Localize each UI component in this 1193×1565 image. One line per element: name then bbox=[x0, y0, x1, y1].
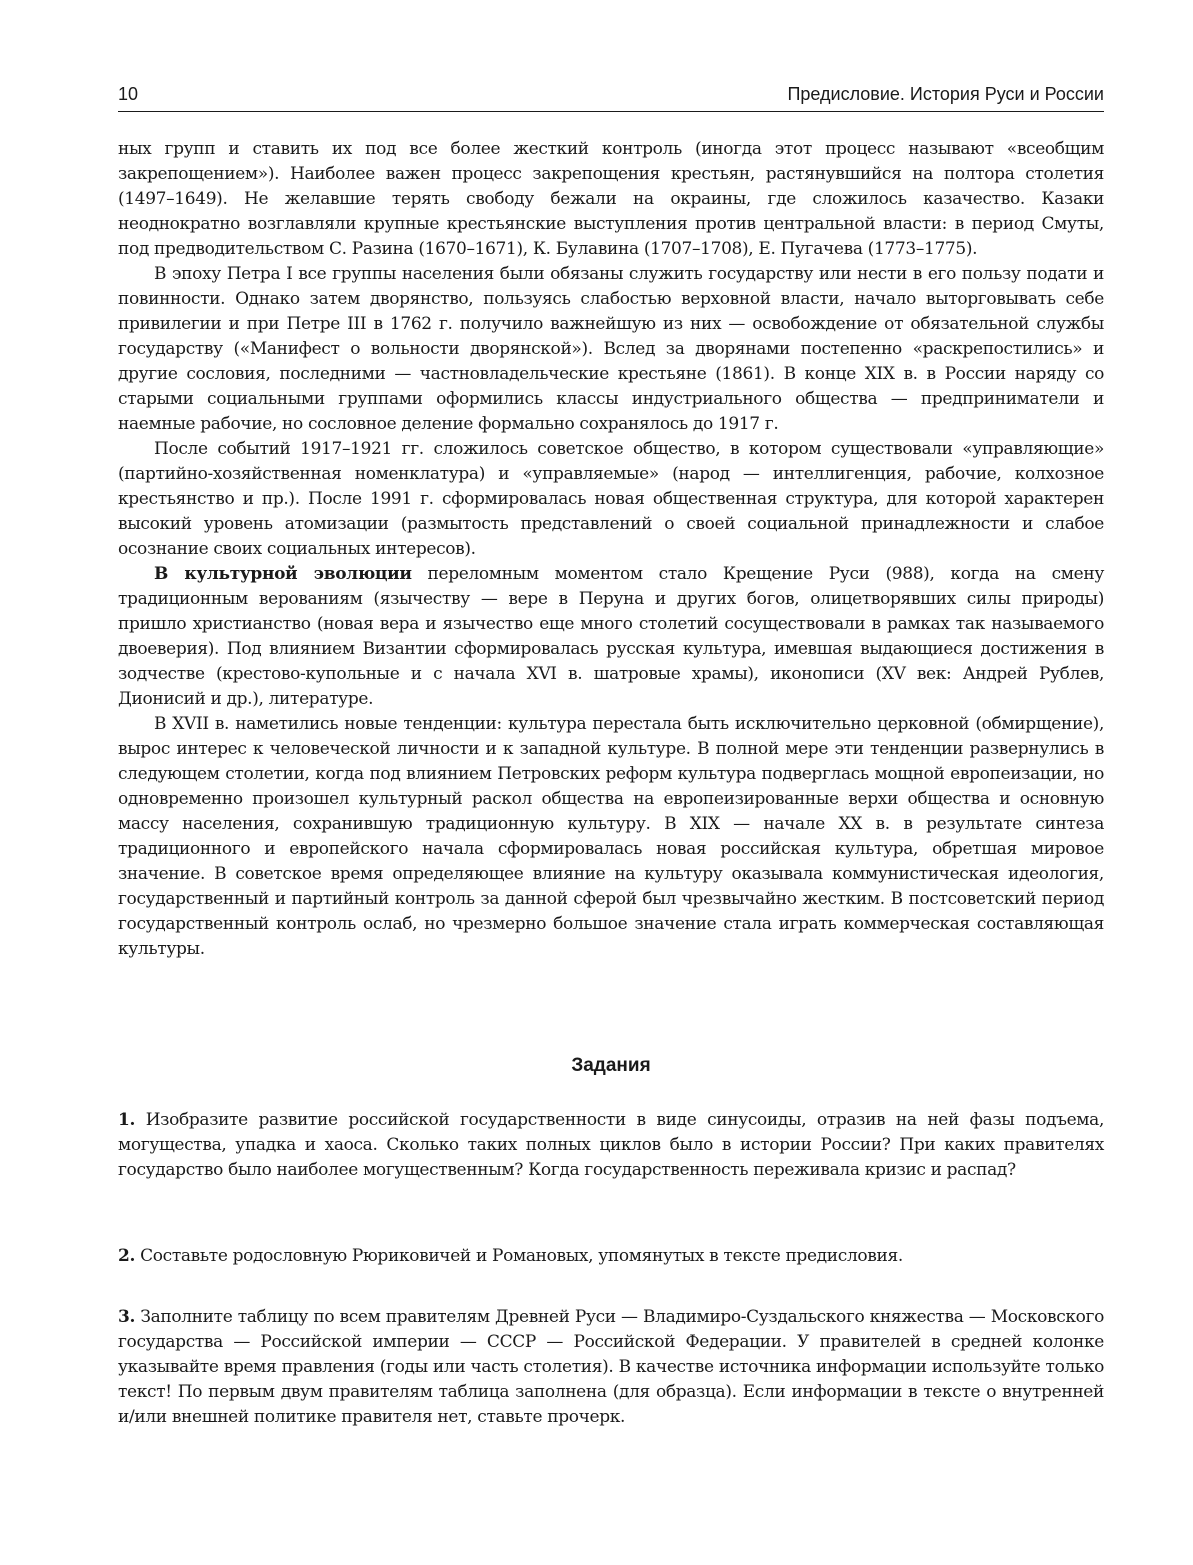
task-2-number: 2. bbox=[118, 1246, 136, 1266]
paragraph-4 bbox=[118, 562, 1104, 712]
task-2 bbox=[118, 1244, 1104, 1269]
task-3-number: 3. bbox=[118, 1307, 136, 1327]
paragraph-5: В XVII в. наметились новые тенденции: культура перестала быть исключительно церковной (обмирщение), вырос интерес к человеческой личности и к западной культуре. В полной мере эти тенденции развернулись в следующем столетии, когда под влиянием Петровских реформ культура подверглась мощной европеизации, но одновременно произошел культурный раскол общества на европеизированные верхи общества и основную массу населения, сохранившую традиционную культуру. В XIX — начале XX в. в результате синтеза традиционного и европейского начала сформировалась новая российская культура, обретшая мировое значение. В советское время определяющее влияние на культуру оказывала коммунистическая идеология, государственный и партийный контроль за данной сферой был чрезвычайно жестким. В постсоветский период государственный контроль ослаб, но чрезмерно большое значение стала играть коммерческая составляющая культуры. bbox=[118, 714, 1104, 959]
paragraph-4-lead: В культурной эволюции bbox=[154, 564, 412, 584]
task-1 bbox=[118, 1108, 1104, 1183]
task-3-text: Заполните таблицу по всем правителям Древней Руси — Владимиро-Суздальского княжества — Московского государства — Российской империи — СССР — Российской Федерации. У правителей в средней колонке указывайте время правления (годы или часть столетия). В качестве источника информации используйте только текст! По первым двум правителям таблица заполнена (для образца). Если информации в тексте о внутренней и/или внешней политике правителя нет, ставьте прочерк. bbox=[118, 1307, 1104, 1427]
paragraph-3: После событий 1917–1921 гг. сложилось советское общество, в котором существовали «управляющие» (партийно-хозяйственная номенклатура) и «управляемые» (народ — интеллигенция, рабочие, колхозное крестьянство и пр.). После 1991 г. сформировалась новая общественная структура, для которой характерен высокий уровень атомизации (размытость представлений о своей социальной принадлежности и слабое осознание своих социальных интересов). bbox=[118, 439, 1104, 559]
body-text bbox=[118, 137, 1104, 962]
task-1-number: 1. bbox=[118, 1110, 136, 1130]
page-header bbox=[118, 80, 1104, 110]
page-number: 10 bbox=[118, 84, 139, 104]
paragraph-1: ных групп и ставить их под все более жесткий контроль (иногда этот процесс называют «всеобщим закрепощением»). Наиболее важен процесс закрепощения крестьян, растянувшийся на полтора столетия (1497–1649). Не желавшие терять свободу бежали на окраины, где сложилось казачество. Казаки неоднократно возглавляли крупные крестьянские выступления против центральной власти: в период Смуты, под предводительством С. Разина (1670–1671), К. Булавина (1707–1708), Е. Пугачева (1773–1775). bbox=[118, 139, 1104, 259]
task-1-text: Изобразите развитие российской государственности в виде синусоиды, отразив на ней фазы подъема, могущества, упадка и хаоса. Сколько таких полных циклов было в истории России? При каких правителях государство было наиболее могущественным? Когда государственность переживала кризис и распад? bbox=[118, 1110, 1104, 1180]
task-3 bbox=[118, 1305, 1104, 1430]
paragraph-4-text: переломным моментом стало Крещение Руси (988), когда на смену традиционным верованиям (язычеству — вере в Перуна и других богов, олицетворявших силы природы) пришло христианство (новая вера и язычество еще много столетий сосуществовали в рамках так называемого двоеверия). Под влиянием Византии сформировалась русская культура, имевшая выдающиеся достижения в зодчестве (крестово-купольные и с начала XVI в. шатровые храмы), иконописи (XV век: Андрей Рублев, Дионисий и др.), литературе. bbox=[118, 564, 1104, 709]
task-2-text: Составьте родословную Рюриковичей и Романовых, упомянутых в тексте предисловия. bbox=[135, 1246, 903, 1266]
running-head: Предисловие. История Руси и России bbox=[787, 84, 1104, 104]
paragraph-2: В эпоху Петра I все группы населения были обязаны служить государству или нести в его пользу подати и повинности. Однако затем дворянство, пользуясь слабостью верховной власти, начало выторговывать себе привилегии и при Петре III в 1762 г. получило важнейшую из них — освобождение от обязательной службы государству («Манифест о вольности дворянской»). Вслед за дворянами постепенно «раскрепостились» и другие сословия, последними — частновладельческие крестьяне (1861). В конце XIX в. в России наряду со старыми социальными группами оформились классы индустриального общества — предприниматели и наемные рабочие, но сословное деление формально сохранялось до 1917 г. bbox=[118, 264, 1104, 434]
section-title: Задания bbox=[571, 1055, 651, 1076]
header-rule bbox=[118, 111, 1104, 112]
